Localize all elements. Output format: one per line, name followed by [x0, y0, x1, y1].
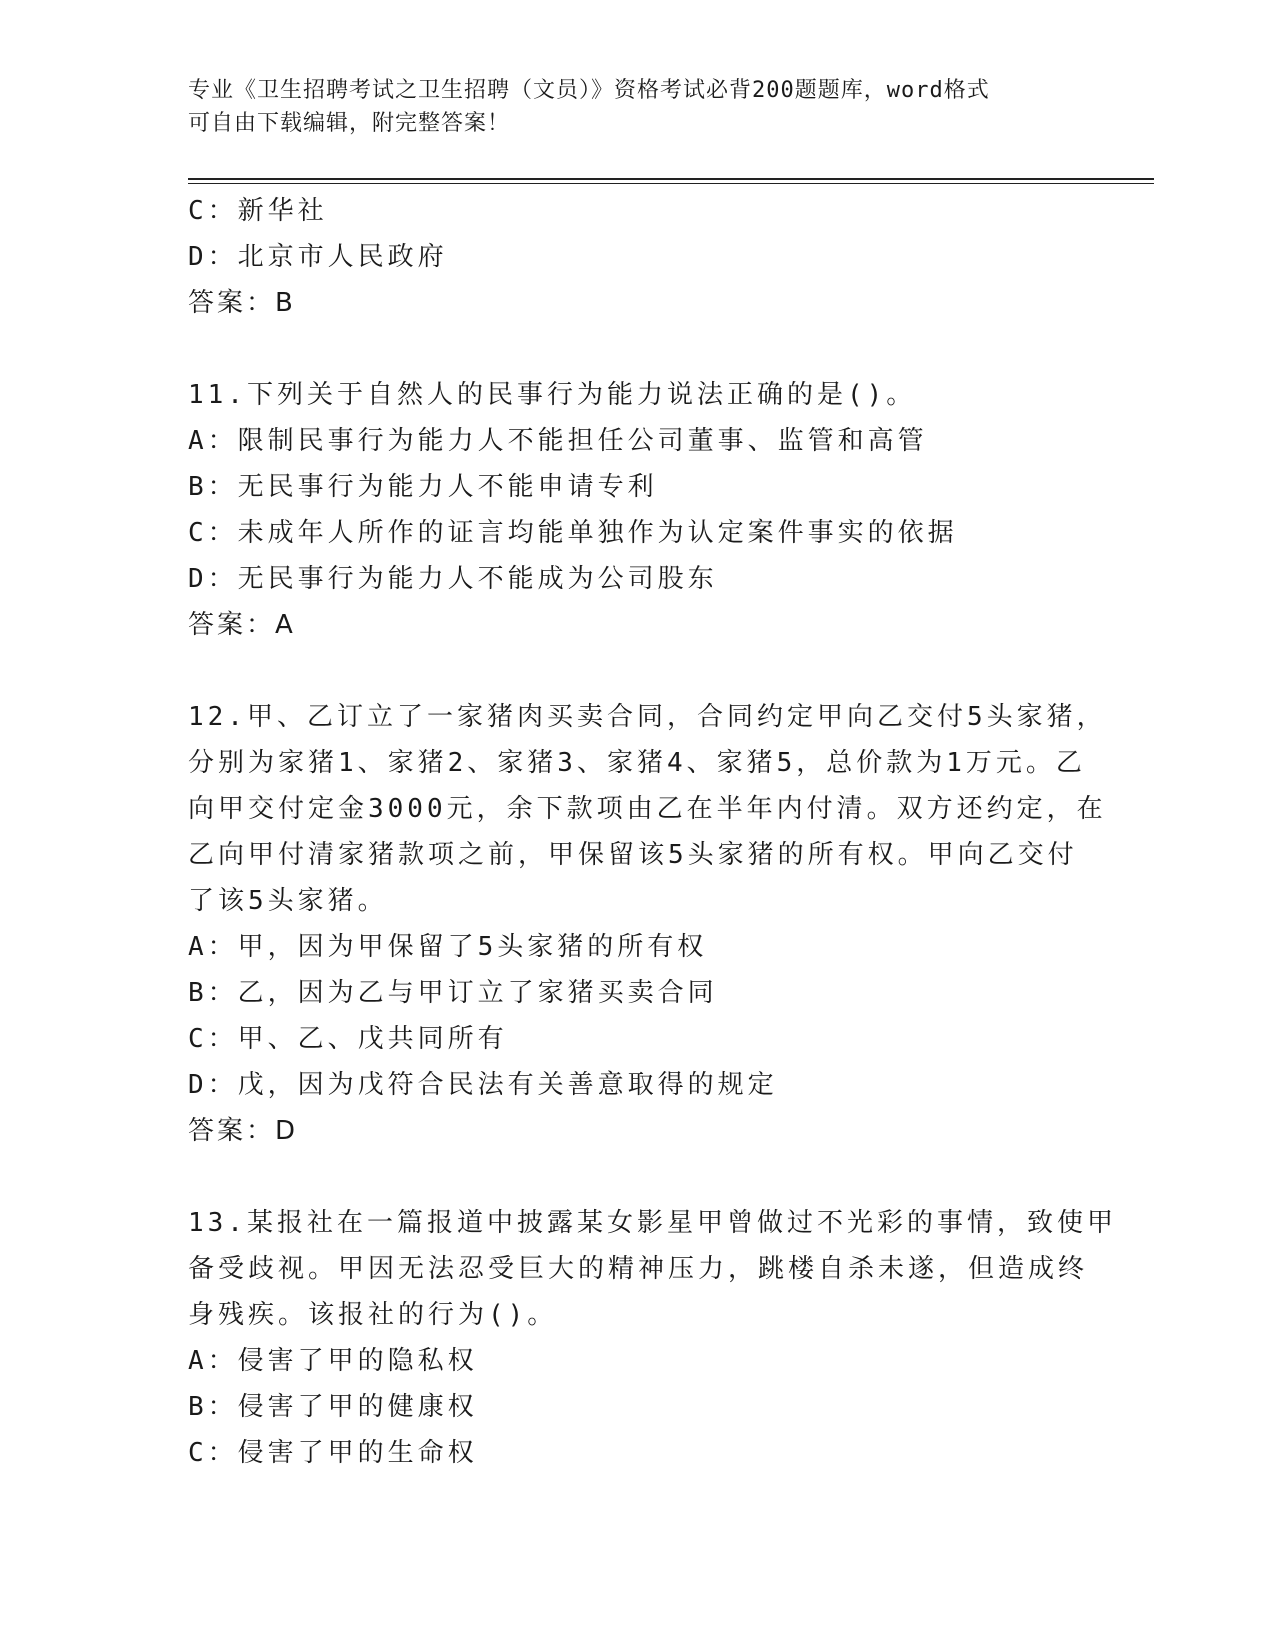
option-b: B：乙，因为乙与甲订立了家猪买卖合同 — [188, 978, 718, 1008]
document-header — [188, 74, 1088, 140]
question-10-tail — [188, 188, 1088, 326]
question-stem-line: 13.某报社在一篇报道中披露某女影星甲曾做过不光彩的事情，致使甲 — [188, 1208, 1117, 1238]
question-stem-line: 12.甲、乙订立了一家猪肉买卖合同，合同约定甲向乙交付5头家猪， — [188, 702, 1107, 732]
answer-line: 答案：B — [188, 288, 296, 318]
spacer — [188, 326, 1088, 372]
answer-line: 答案：D — [188, 1116, 299, 1146]
header-divider-thick — [188, 178, 1154, 180]
option-d: D：北京市人民政府 — [188, 242, 448, 272]
header-title-line-1: 专业《卫生招聘考试之卫生招聘（文员）》资格考试必背200题题库，word格式 — [188, 78, 990, 103]
spacer — [188, 648, 1088, 694]
option-b: B：侵害了甲的健康权 — [188, 1392, 478, 1422]
question-stem: 11.下列关于自然人的民事行为能力说法正确的是()。 — [188, 380, 917, 410]
option-a: A：限制民事行为能力人不能担任公司董事、监管和高管 — [188, 426, 928, 456]
answer-line: 答案：A — [188, 610, 296, 640]
question-content — [188, 188, 1117, 1476]
question-13 — [188, 1200, 1117, 1476]
option-a: A：甲，因为甲保留了5头家猪的所有权 — [188, 932, 708, 962]
option-a: A：侵害了甲的隐私权 — [188, 1346, 478, 1376]
option-c: C：侵害了甲的生命权 — [188, 1438, 478, 1468]
option-c: C：新华社 — [188, 196, 328, 226]
option-c: C：甲、乙、戊共同所有 — [188, 1024, 508, 1054]
question-stem-line: 分别为家猪1、家猪2、家猪3、家猪4、家猪5，总价款为1万元。乙 — [188, 748, 1086, 778]
option-c: C：未成年人所作的证言均能单独作为认定案件事实的依据 — [188, 518, 958, 548]
question-stem-line: 向甲交付定金3000元，余下款项由乙在半年内付清。双方还约定，在 — [188, 794, 1107, 824]
question-stem-line: 身残疾。该报社的行为()。 — [188, 1300, 558, 1330]
question-12 — [188, 694, 1107, 1154]
option-b: B：无民事行为能力人不能申请专利 — [188, 472, 658, 502]
header-title-line-2: 可自由下载编辑，附完整答案！ — [188, 111, 511, 136]
option-d: D：无民事行为能力人不能成为公司股东 — [188, 564, 718, 594]
question-stem-line: 乙向甲付清家猪款项之前，甲保留该5头家猪的所有权。甲向乙交付 — [188, 840, 1078, 870]
question-11 — [188, 372, 1088, 648]
question-stem-line: 备受歧视。甲因无法忍受巨大的精神压力，跳楼自杀未遂，但造成终 — [188, 1254, 1089, 1284]
spacer — [188, 1154, 1088, 1200]
header-divider-thin — [188, 183, 1154, 184]
option-d: D：戊，因为戊符合民法有关善意取得的规定 — [188, 1070, 778, 1100]
question-stem-line: 了该5头家猪。 — [188, 886, 388, 916]
